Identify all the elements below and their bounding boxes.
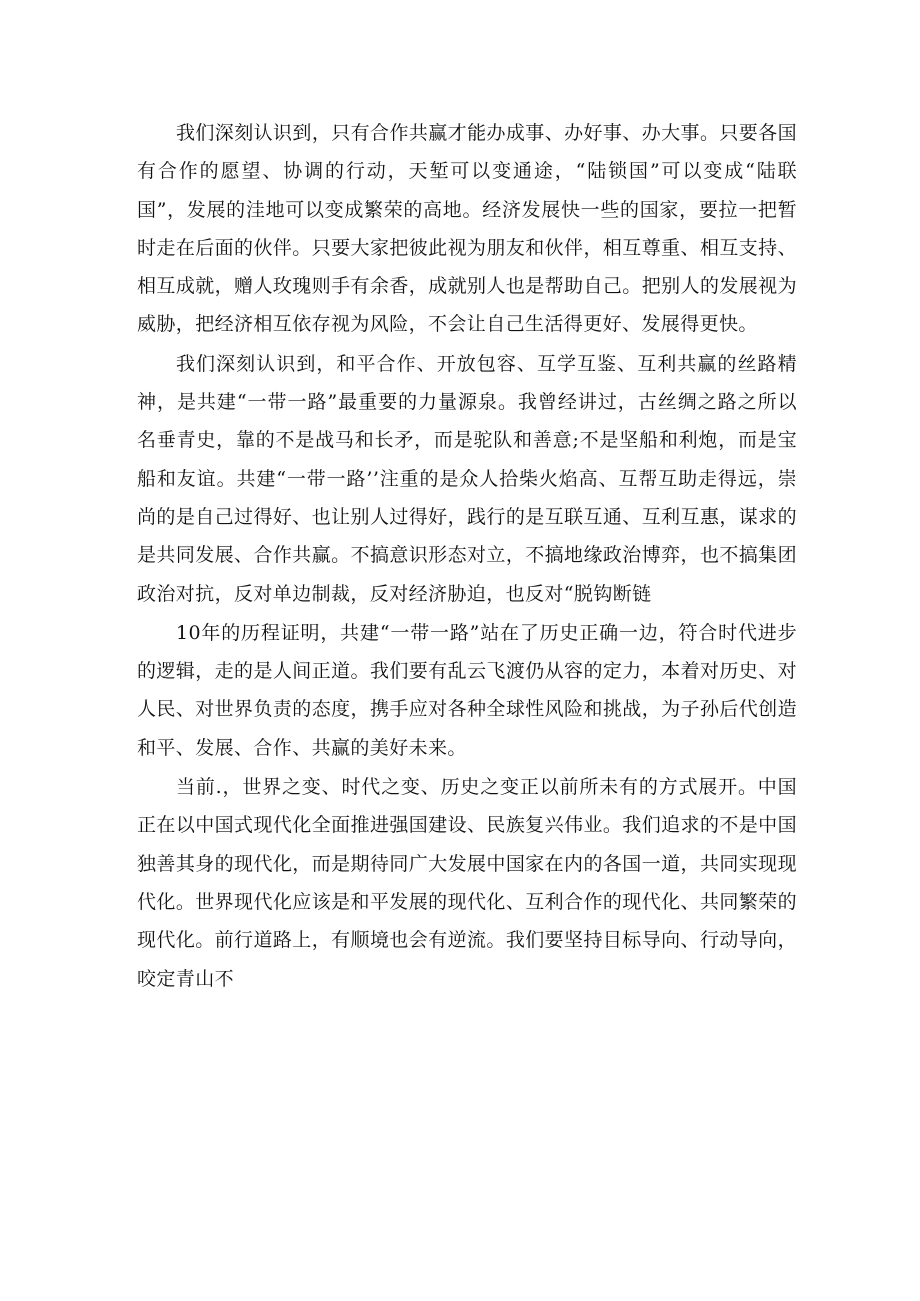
paragraph: 我们深刻认识到，只有合作共赢才能办成事、办好事、办大事。只要各国有合作的愿望、协调的行动，天堑可以变通途，“陆锁国”可以变成“陆联国”，发展的洼地可以变成繁荣的高地。经济发展快一些的国家，要拉一把暂时走在后面的伙伴。只要大家把彼此视为朋友和伙伴，相互尊重、相互支持、相互成就，赠人玫瑰则手有余香，成就别人也是帮助自己。把别人的发展视为威胁，把经济相互依存视为风险，不会让自己生活得更好、发展得更快。: [137, 122, 797, 336]
document-body: [137, 114, 797, 999]
paragraph: 当前.，世界之变、时代之变、历史之变正以前所未有的方式展开。中国正在以中国式现代化全面推进强国建设、民族复兴伟业。我们追求的不是中国独善其身的现代化，而是期待同广大发展中国家在内的各国一道，共同实现现代化。世界现代化应该是和平发展的现代化、互利合作的现代化、共同繁荣的现代化。前行道路上，有顺境也会有逆流。我们要坚持目标导向、行动导向，咬定青山不: [137, 776, 797, 990]
paragraph: 我们深刻认识到，和平合作、开放包容、互学互鉴、互利共赢的丝路精神，是共建“一带一路”最重要的力量源泉。我曾经讲过，古丝绸之路之所以名垂青史，靠的不是战马和长矛，而是驼队和善意;不是坚船和利炮，而是宝船和友谊。共建“一带一路’’注重的是众人拾柴火焰高、互帮互助走得远，崇尚的是自己过得好、也让别人过得好，践行的是互联互通、互利互惠，谋求的是共同发展、合作共赢。不搞意识形态对立，不搞地缘政治博弈，也不搞集团政治对抗，反对单边制裁，反对经济胁迫，也反对“脱钩断链: [137, 352, 797, 605]
paragraph: 10年的历程证明，共建“一带一路”站在了历史正确一边，符合时代进步的逻辑，走的是人间正道。我们要有乱云飞渡仍从容的定力，本着对历史、对人民、对世界负责的态度，携手应对各种全球性风险和挑战，为子孙后代创造和平、发展、合作、共赢的美好未来。: [137, 621, 797, 759]
